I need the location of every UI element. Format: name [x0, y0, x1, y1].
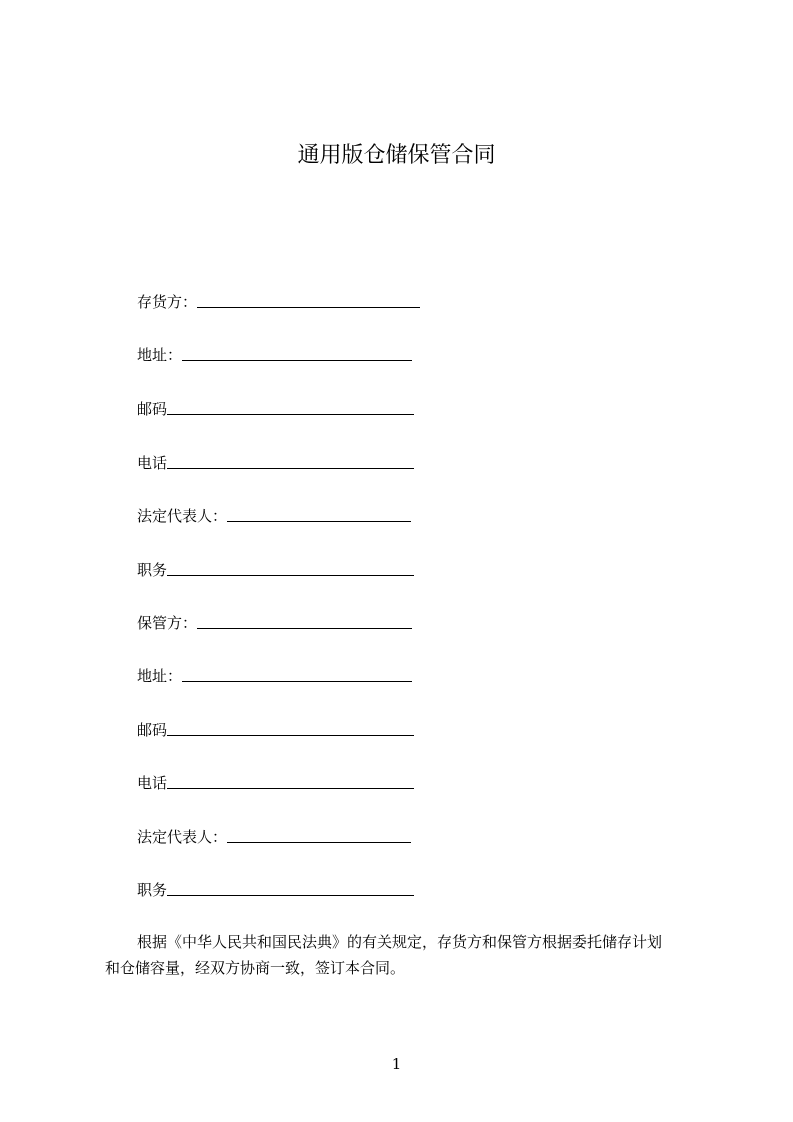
- field-label: 地址：: [137, 667, 183, 685]
- field-label: 法定代表人：: [137, 828, 228, 846]
- field-label: 职务: [137, 561, 168, 579]
- custodian-address-field: [137, 664, 412, 686]
- field-label: 电话: [137, 774, 168, 792]
- field-label: 邮码: [137, 400, 168, 418]
- custodian-phone-field: [137, 771, 414, 793]
- custodian-postcode-field: [137, 718, 414, 740]
- document-title: 通用版仓储保管合同: [297, 143, 496, 168]
- blank-line[interactable]: [227, 505, 411, 522]
- field-label: 职务: [137, 881, 168, 899]
- blank-line[interactable]: [182, 344, 412, 361]
- blank-line[interactable]: [197, 612, 412, 629]
- depositor-name-field: [137, 290, 420, 312]
- preamble-paragraph: [105, 929, 715, 981]
- blank-line[interactable]: [227, 826, 411, 843]
- blank-line[interactable]: [167, 559, 414, 576]
- depositor-address-field: [137, 343, 412, 365]
- blank-line[interactable]: [167, 719, 414, 736]
- custodian-position-field: [137, 878, 414, 900]
- page-number: 1: [391, 1055, 402, 1073]
- depositor-postcode-field: [137, 397, 414, 419]
- custodian-legal-rep-field: [137, 825, 411, 847]
- depositor-position-field: [137, 558, 414, 580]
- field-label: 电话: [137, 454, 168, 472]
- preamble-line-2: 和仓储容量，经双方协商一致，签订本合同。: [105, 959, 406, 977]
- blank-line[interactable]: [167, 879, 414, 896]
- blank-line[interactable]: [167, 452, 414, 469]
- field-label: 法定代表人：: [137, 507, 228, 525]
- blank-line[interactable]: [197, 291, 420, 308]
- preamble-line-1: [105, 929, 715, 955]
- field-label: 邮码: [137, 721, 168, 739]
- field-label: 保管方：: [137, 614, 198, 632]
- preamble-text-1: 根据《中华人民共和国民法典》的有关规定，存货方和保管方根据委托储存计划: [137, 933, 663, 951]
- blank-line[interactable]: [182, 665, 412, 682]
- blank-line[interactable]: [167, 398, 414, 415]
- blank-line[interactable]: [167, 772, 414, 789]
- field-label: 存货方：: [137, 293, 198, 311]
- field-label: 地址：: [137, 346, 183, 364]
- depositor-legal-rep-field: [137, 504, 411, 526]
- depositor-phone-field: [137, 451, 414, 473]
- custodian-name-field: [137, 611, 412, 633]
